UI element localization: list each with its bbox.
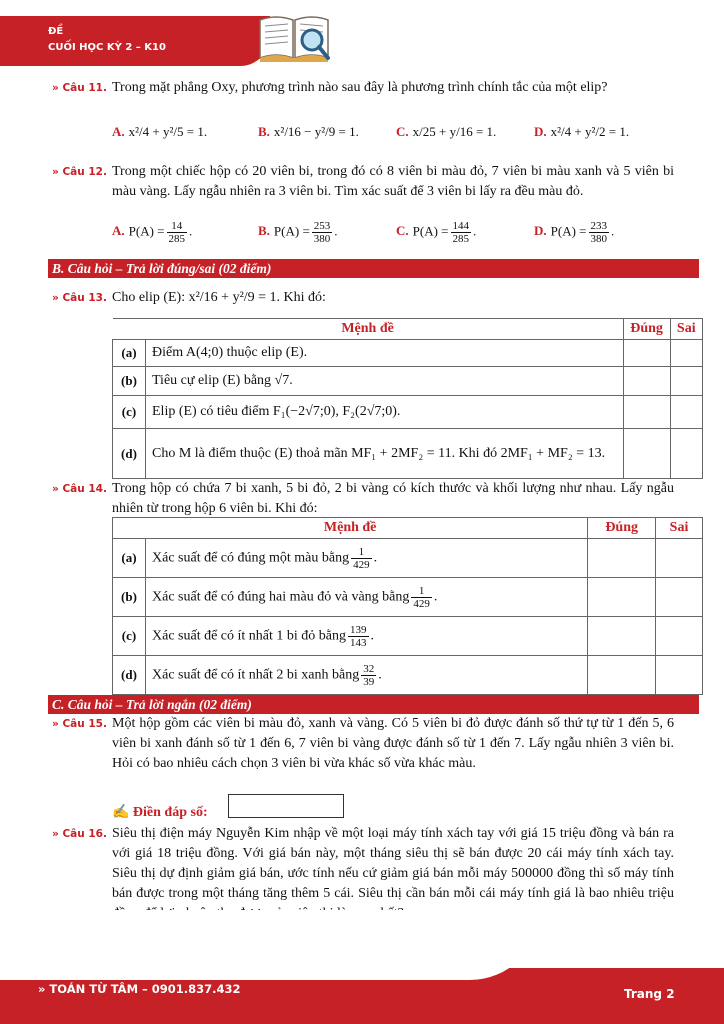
table-row — [113, 367, 703, 396]
row-label: (b) — [113, 578, 146, 617]
true-cell[interactable] — [623, 429, 670, 479]
book-magnifier-icon — [256, 6, 332, 66]
option-d[interactable]: D. P(A) = $\frac{233}{380}$ . — [534, 220, 615, 245]
footer-curve — [0, 910, 540, 980]
table-header-row — [113, 319, 703, 340]
row-text: Xác suất để có đúng hai màu đỏ và vàng bằng $\frac{1}{429}$ . — [146, 578, 588, 617]
question-11-options — [112, 124, 672, 158]
col-statement: Mệnh đề — [113, 518, 588, 539]
row-text: Xác suất để có ít nhất 1 bi đỏ bằng $\frac{139}{143}$ . — [146, 617, 588, 656]
row-text: Điểm A(4;0) thuộc elip (E). — [146, 340, 624, 367]
col-statement: Mệnh đề — [113, 319, 624, 340]
col-false: Sai — [656, 518, 703, 539]
option-a[interactable]: A. x²/4 + y²/5 = 1. — [112, 124, 208, 139]
row-text: Tiêu cự elip (E) bằng √7. — [146, 367, 624, 396]
table-row — [113, 617, 703, 656]
row-label: (d) — [113, 656, 146, 695]
true-cell[interactable] — [623, 367, 670, 396]
question-11-label: » Câu 11. — [52, 82, 107, 94]
col-false: Sai — [670, 319, 703, 340]
answer-input-box[interactable] — [228, 794, 344, 818]
option-c[interactable]: C. P(A) = $\frac{144}{285}$ . — [396, 220, 477, 245]
table-row — [113, 656, 703, 695]
header-title — [48, 24, 166, 56]
row-text: Xác suất để có ít nhất 2 bi xanh bằng $\frac{32}{39}$ . — [146, 656, 588, 695]
question-12-options — [112, 220, 672, 256]
question-15-text: Một hộp gồm các viên bi màu đỏ, xanh và vàng. Có 5 viên bi đỏ được đánh số thứ tự từ 1 đến 5, 6 viên bi xanh đánh số từ 1 đến 6, 7 viên bi vàng được đánh số từ 1 đến 7. Lấy ngẫu nhiên 3 viên bi. Hỏi có bao nhiêu cách chọn 3 viên bi vừa khác số vừa khác màu. — [112, 716, 674, 771]
row-text: Cho M là điểm thuộc (E) thoả mãn MF₁ + 2MF₂ = 11. Khi đó 2MF₁ + MF₂ = 13. — [146, 429, 624, 479]
false-cell[interactable] — [656, 656, 703, 695]
false-cell[interactable] — [670, 429, 703, 479]
true-cell[interactable] — [588, 617, 656, 656]
header-line1: ĐỀ — [48, 26, 64, 37]
row-text: Xác suất để có đúng một màu bằng $\frac{1}{429}$ . — [146, 539, 588, 578]
table-row — [113, 340, 703, 367]
page-number: Trang 2 — [624, 987, 675, 1001]
row-label: (b) — [113, 367, 146, 396]
table-row — [113, 578, 703, 617]
question-13-table — [112, 318, 703, 479]
table-row — [113, 429, 703, 479]
row-label: (a) — [113, 340, 146, 367]
row-label: (d) — [113, 429, 146, 479]
section-b-header: B. Câu hỏi – Trả lời đúng/sai (02 điểm) — [48, 259, 699, 278]
question-14-text: Trong hộp có chứa 7 bi xanh, 5 bi đỏ, 2 bi vàng có kích thước và khối lượng như nhau. Lấy ngẫu nhiên từ trong hộp 6 viên bi. Khi đó: — [112, 481, 674, 516]
table-header-row — [113, 518, 703, 539]
question-15-label: » Câu 15. — [52, 718, 107, 730]
question-12-label: » Câu 12. — [52, 166, 107, 178]
row-label: (c) — [113, 617, 146, 656]
row-text: Elip (E) có tiêu điểm F₁(−2√7;0), F₂(2√7;0). — [146, 396, 624, 429]
question-16-text: Siêu thị điện máy Nguyễn Kim nhập về một loại máy tính xách tay với giá 15 triệu đồng và bán ra với giá 18 triệu đồng. Với giá bán này, một tháng siêu thị sẽ bán được 20 cái máy tính xách tay. Siêu thị dự định giảm giá bán, ước tính nếu cứ giảm giá bán mỗi máy 500000 đồng thì số máy tính bán được trong một tháng tăng thêm 5 cái. Siêu thị cần bán mỗi cái máy tính giá là bao nhiêu triệu — [112, 826, 674, 901]
true-cell[interactable] — [588, 656, 656, 695]
row-label: (a) — [113, 539, 146, 578]
section-c-header: C. Câu hỏi – Trả lời ngắn (02 điểm) — [48, 695, 699, 714]
question-13-intro: Cho elip (E): x²/16 + y²/9 = 1. Khi đó: — [112, 290, 326, 305]
question-11-text: Trong mặt phẳng Oxy, phương trình nào sau đây là phương trình chính tắc của một elip? — [112, 80, 608, 95]
false-cell[interactable] — [670, 367, 703, 396]
col-true: Đúng — [623, 319, 670, 340]
footer-contact: » TOÁN TỪ TÂM – 0901.837.432 — [38, 982, 241, 996]
question-16-label: » Câu 16. — [52, 828, 107, 840]
true-cell[interactable] — [623, 396, 670, 429]
option-a[interactable]: A. P(A) = $\frac{14}{285}$ . — [112, 220, 193, 245]
table-row — [113, 396, 703, 429]
false-cell[interactable] — [656, 617, 703, 656]
true-cell[interactable] — [588, 539, 656, 578]
option-c[interactable]: C. x/25 + y/16 = 1. — [396, 124, 497, 139]
table-row — [113, 539, 703, 578]
false-cell[interactable] — [670, 340, 703, 367]
option-b[interactable]: B. x²/16 − y²/9 = 1. — [258, 124, 359, 139]
true-cell[interactable] — [588, 578, 656, 617]
false-cell[interactable] — [670, 396, 703, 429]
question-14-label: » Câu 14. — [52, 483, 107, 495]
row-label: (c) — [113, 396, 146, 429]
false-cell[interactable] — [656, 539, 703, 578]
false-cell[interactable] — [656, 578, 703, 617]
header-line2: CUỐI HỌC KỲ 2 – K10 — [48, 42, 166, 53]
question-12-text: Trong một chiếc hộp có 20 viên bi, trong đó có 8 viên bi màu đỏ, 7 viên bi màu xanh và 5 viên bi màu vàng. Lấy ngẫu nhiên ra 3 viên bi. Tìm xác suất để 3 viên bi lấy ra đều màu đỏ. — [112, 164, 674, 199]
question-13-label: » Câu 13. — [52, 292, 107, 304]
answer-label: ✍ Điền đáp số: — [112, 805, 208, 820]
option-d[interactable]: D. x²/4 + y²/2 = 1. — [534, 124, 630, 139]
option-b[interactable]: B. P(A) = $\frac{253}{380}$ . — [258, 220, 338, 245]
question-14-table — [112, 517, 703, 695]
col-true: Đúng — [588, 518, 656, 539]
true-cell[interactable] — [623, 340, 670, 367]
